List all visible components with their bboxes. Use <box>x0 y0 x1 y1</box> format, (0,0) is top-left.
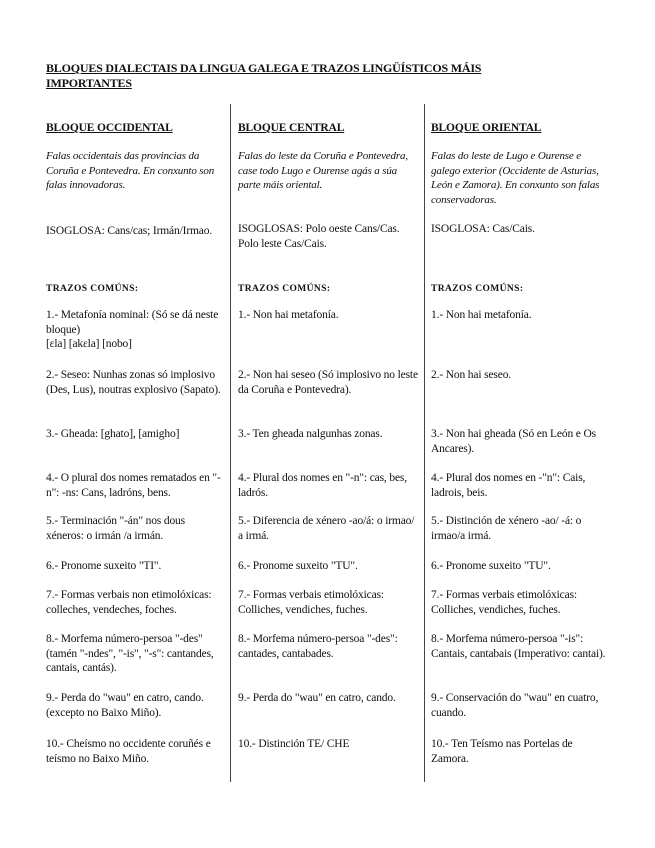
column-header: BLOQUE OCCIDENTAL <box>46 122 173 134</box>
list-item: 2.- Non hai seseo (Só implosivo no leste da Coruña e Pontevedra). <box>238 369 418 396</box>
isoglosa-text: ISOGLOSA: Cans/cas; Irmán/Irmao. <box>46 225 213 237</box>
list-item: 8.- Morfema número-persoa "-des": cantades, cantabades. <box>238 633 398 660</box>
list-item: 5.- Terminación "-án" nos dous xéneros: o irmán /a irmán. <box>46 515 185 542</box>
column-divider <box>424 104 425 782</box>
list-item: 4.- Plural dos nomes en "-n": cas, bes, ladrós. <box>238 472 407 499</box>
list-item: 8.- Morfema número-persoa "-des" (tamén "-ndes", "-is", "-s": cantandes, cantais, cantás). <box>46 633 214 674</box>
list-item: 9.- Conservación do "wau" en cuatro, cuando. <box>431 692 599 719</box>
trazos-label: TRAZOS COMÚNS: <box>431 284 524 294</box>
list-item: 9.- Perda do "wau" en catro, cando. <box>238 692 396 704</box>
list-item: 1.- Non hai metafonía. <box>431 309 532 321</box>
list-item: 7.- Formas verbais etimolóxicas: Colliches, vendiches, fuches. <box>431 589 577 616</box>
list-item: 3.- Gheada: [ghato], [amigho] <box>46 428 180 440</box>
list-item: 10.- Distinción TE/ CHE <box>238 738 350 750</box>
list-item: 2.- Non hai seseo. <box>431 369 512 381</box>
column-header: BLOQUE ORIENTAL <box>431 122 542 134</box>
list-item: 2.- Seseo: Nunhas zonas só implosivo (Des, Lus), noutras explosivo (Sapato). <box>46 369 221 396</box>
list-item: 10.- Ten Teísmo nas Portelas de Zamora. <box>431 738 573 765</box>
list-item: 10.- Cheísmo no occidente coruñés e teísmo no Baixo Miño. <box>46 738 211 765</box>
column-description: Falas do leste da Coruña e Pontevedra, case todo Lugo e Ourense agás a súa parte máis oriental. <box>238 150 408 191</box>
column-description: Falas do leste de Lugo e Ourense e galego exterior (Occidente de Asturias, León e Zamora). En conxunto son falas conservadoras. <box>431 150 600 206</box>
list-item: 1.- Metafonía nominal: (Só se dá neste bloque) [ɛla] [akɛla] [nobo] <box>46 309 219 350</box>
list-item: 9.- Perda do "wau" en catro, cando. (excepto no Baixo Miño). <box>46 692 204 719</box>
list-item: 8.- Morfema número-persoa "-is": Cantais, cantabais (Imperativo: cantai). <box>431 633 606 660</box>
isoglosa-text: ISOGLOSA: Cas/Cais. <box>431 223 535 235</box>
column-divider <box>230 104 231 782</box>
list-item: 7.- Formas verbais etimolóxicas: Colliches, vendiches, fuches. <box>238 589 384 616</box>
list-item: 6.- Pronome suxeito "TI". <box>46 560 162 572</box>
trazos-label: TRAZOS COMÚNS: <box>46 284 139 294</box>
list-item: 5.- Distinción de xénero -ao/ -á: o irmao/a irmá. <box>431 515 582 542</box>
trazos-label: TRAZOS COMÚNS: <box>238 284 331 294</box>
list-item: 7.- Formas verbais non etimolóxicas: colleches, vendeches, foches. <box>46 589 212 616</box>
list-item: 4.- Plural dos nomes en -"n": Cais, ladrois, beis. <box>431 472 586 499</box>
list-item: 1.- Non hai metafonía. <box>238 309 339 321</box>
list-item: 4.- O plural dos nomes rematados en "-n": -ns: Cans, ladróns, bens. <box>46 472 221 499</box>
document-title: BLOQUES DIALECTAIS DA LINGUA GALEGA E TRAZOS LINGÜÍSTICOS MÁIS IMPORTANTES <box>46 61 482 90</box>
column-description: Falas occidentais das provincias da Coruña e Pontevedra. En conxunto son falas innovadoras. <box>46 150 215 191</box>
column-header: BLOQUE CENTRAL <box>238 122 345 134</box>
list-item: 6.- Pronome suxeito "TU". <box>431 560 551 572</box>
list-item: 6.- Pronome suxeito "TU". <box>238 560 358 572</box>
list-item: 5.- Diferencia de xénero -ao/á: o irmao/ a irmá. <box>238 515 415 542</box>
isoglosa-text: ISOGLOSAS: Polo oeste Cans/Cas. Polo leste Cas/Cais. <box>238 223 400 250</box>
list-item: 3.- Non hai gheada (Só en León e Os Ancares). <box>431 428 596 455</box>
list-item: 3.- Ten gheada nalgunhas zonas. <box>238 428 383 440</box>
